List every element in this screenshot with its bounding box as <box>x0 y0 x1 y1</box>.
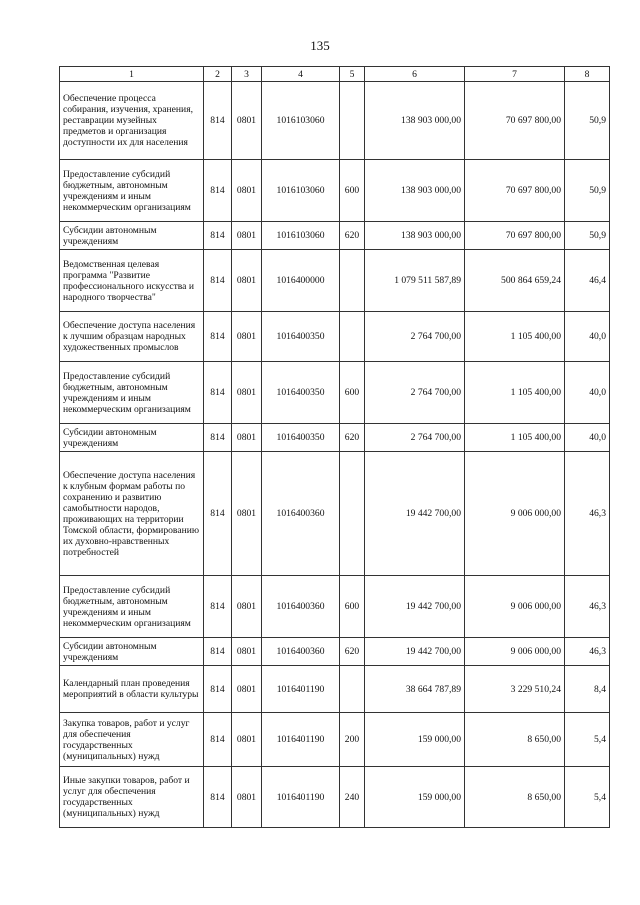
cell-target-article: 1016400350 <box>262 424 340 452</box>
cell-ministry-code: 814 <box>204 576 232 638</box>
cell-section-code: 0801 <box>232 250 262 312</box>
cell-section-code: 0801 <box>232 576 262 638</box>
cell-percent: 40,0 <box>565 312 610 362</box>
cell-target-article: 1016103060 <box>262 160 340 222</box>
cell-section-code: 0801 <box>232 362 262 424</box>
cell-section-code: 0801 <box>232 452 262 576</box>
cell-ministry-code: 814 <box>204 362 232 424</box>
column-header: 6 <box>365 67 465 82</box>
cell-ministry-code: 814 <box>204 250 232 312</box>
cell-ministry-code: 814 <box>204 638 232 666</box>
cell-target-article: 1016401190 <box>262 666 340 713</box>
cell-name: Предоставление субсидий бюджетным, автономным учреждениям и иным некоммерческим организациям <box>60 362 204 424</box>
cell-section-code: 0801 <box>232 638 262 666</box>
cell-expense-type <box>340 312 365 362</box>
cell-target-article: 1016401190 <box>262 767 340 828</box>
table-row <box>60 452 610 576</box>
cell-target-article: 1016103060 <box>262 222 340 250</box>
cell-name: Иные закупки товаров, работ и услуг для обеспечения государственных (муниципальных) нужд <box>60 767 204 828</box>
cell-expense-type: 620 <box>340 638 365 666</box>
cell-expense-type: 240 <box>340 767 365 828</box>
header-row <box>60 67 610 82</box>
cell-name: Календарный план проведения мероприятий в области культуры <box>60 666 204 713</box>
column-header: 1 <box>60 67 204 82</box>
cell-ministry-code: 814 <box>204 666 232 713</box>
cell-ministry-code: 814 <box>204 713 232 767</box>
cell-executed-amount: 9 006 000,00 <box>465 452 565 576</box>
cell-executed-amount: 70 697 800,00 <box>465 160 565 222</box>
cell-executed-amount: 70 697 800,00 <box>465 82 565 160</box>
cell-expense-type <box>340 666 365 713</box>
table-row <box>60 424 610 452</box>
table-row <box>60 576 610 638</box>
cell-approved-amount: 38 664 787,89 <box>365 666 465 713</box>
cell-percent: 40,0 <box>565 424 610 452</box>
cell-percent: 5,4 <box>565 713 610 767</box>
cell-approved-amount: 138 903 000,00 <box>365 222 465 250</box>
cell-approved-amount: 2 764 700,00 <box>365 362 465 424</box>
cell-name: Субсидии автономным учреждениям <box>60 222 204 250</box>
cell-ministry-code: 814 <box>204 767 232 828</box>
cell-executed-amount: 8 650,00 <box>465 767 565 828</box>
cell-ministry-code: 814 <box>204 312 232 362</box>
cell-percent: 46,3 <box>565 452 610 576</box>
cell-percent: 46,4 <box>565 250 610 312</box>
cell-expense-type <box>340 250 365 312</box>
column-header: 8 <box>565 67 610 82</box>
cell-name: Закупка товаров, работ и услуг для обеспечения государственных (муниципальных) нужд <box>60 713 204 767</box>
table-row <box>60 362 610 424</box>
cell-executed-amount: 500 864 659,24 <box>465 250 565 312</box>
cell-name: Ведомственная целевая программа "Развитие профессионального искусства и народного творчества" <box>60 250 204 312</box>
cell-approved-amount: 138 903 000,00 <box>365 160 465 222</box>
cell-ministry-code: 814 <box>204 452 232 576</box>
cell-target-article: 1016400350 <box>262 312 340 362</box>
cell-percent: 50,9 <box>565 82 610 160</box>
cell-percent: 50,9 <box>565 222 610 250</box>
cell-approved-amount: 2 764 700,00 <box>365 424 465 452</box>
cell-expense-type: 620 <box>340 424 365 452</box>
cell-percent: 46,3 <box>565 576 610 638</box>
cell-ministry-code: 814 <box>204 82 232 160</box>
cell-executed-amount: 1 105 400,00 <box>465 424 565 452</box>
cell-ministry-code: 814 <box>204 424 232 452</box>
table-row <box>60 250 610 312</box>
table-row <box>60 222 610 250</box>
cell-expense-type <box>340 82 365 160</box>
cell-executed-amount: 8 650,00 <box>465 713 565 767</box>
table-row <box>60 312 610 362</box>
cell-expense-type: 600 <box>340 576 365 638</box>
cell-section-code: 0801 <box>232 222 262 250</box>
cell-target-article: 1016400360 <box>262 576 340 638</box>
column-header: 3 <box>232 67 262 82</box>
cell-expense-type: 600 <box>340 362 365 424</box>
cell-ministry-code: 814 <box>204 160 232 222</box>
table-row <box>60 82 610 160</box>
cell-executed-amount: 3 229 510,24 <box>465 666 565 713</box>
cell-section-code: 0801 <box>232 713 262 767</box>
column-header: 2 <box>204 67 232 82</box>
cell-section-code: 0801 <box>232 424 262 452</box>
cell-target-article: 1016400360 <box>262 638 340 666</box>
cell-percent: 40,0 <box>565 362 610 424</box>
cell-executed-amount: 70 697 800,00 <box>465 222 565 250</box>
cell-target-article: 1016103060 <box>262 82 340 160</box>
cell-percent: 5,4 <box>565 767 610 828</box>
cell-expense-type: 620 <box>340 222 365 250</box>
cell-target-article: 1016400000 <box>262 250 340 312</box>
cell-executed-amount: 9 006 000,00 <box>465 576 565 638</box>
column-header: 4 <box>262 67 340 82</box>
cell-expense-type: 600 <box>340 160 365 222</box>
cell-expense-type <box>340 452 365 576</box>
cell-approved-amount: 138 903 000,00 <box>365 82 465 160</box>
cell-name: Обеспечение процесса собирания, изучения, хранения, реставрации музейных предметов и организация доступности их для населения <box>60 82 204 160</box>
cell-ministry-code: 814 <box>204 222 232 250</box>
cell-name: Предоставление субсидий бюджетным, автономным учреждениям и иным некоммерческим организациям <box>60 576 204 638</box>
cell-name: Предоставление субсидий бюджетным, автономным учреждениям и иным некоммерческим организациям <box>60 160 204 222</box>
table-row <box>60 160 610 222</box>
cell-percent: 50,9 <box>565 160 610 222</box>
cell-executed-amount: 9 006 000,00 <box>465 638 565 666</box>
cell-percent: 46,3 <box>565 638 610 666</box>
cell-approved-amount: 19 442 700,00 <box>365 638 465 666</box>
cell-name: Субсидии автономным учреждениям <box>60 424 204 452</box>
cell-executed-amount: 1 105 400,00 <box>465 312 565 362</box>
cell-approved-amount: 19 442 700,00 <box>365 452 465 576</box>
cell-name: Обеспечение доступа населения к лучшим образцам народных художественных промыслов <box>60 312 204 362</box>
cell-approved-amount: 159 000,00 <box>365 713 465 767</box>
column-header: 5 <box>340 67 365 82</box>
cell-section-code: 0801 <box>232 82 262 160</box>
cell-name: Обеспечение доступа населения к клубным формам работы по сохранению и развитию самобытности народов, проживающих на территории Томской области, формированию их духовно-нравственных потребностей <box>60 452 204 576</box>
cell-target-article: 1016401190 <box>262 713 340 767</box>
cell-percent: 8,4 <box>565 666 610 713</box>
cell-section-code: 0801 <box>232 767 262 828</box>
cell-approved-amount: 19 442 700,00 <box>365 576 465 638</box>
cell-approved-amount: 159 000,00 <box>365 767 465 828</box>
cell-expense-type: 200 <box>340 713 365 767</box>
table-row <box>60 767 610 828</box>
cell-name: Субсидии автономным учреждениям <box>60 638 204 666</box>
column-header: 7 <box>465 67 565 82</box>
cell-approved-amount: 1 079 511 587,89 <box>365 250 465 312</box>
cell-approved-amount: 2 764 700,00 <box>365 312 465 362</box>
page-number: 135 <box>310 38 330 53</box>
table-row <box>60 713 610 767</box>
cell-target-article: 1016400360 <box>262 452 340 576</box>
cell-section-code: 0801 <box>232 160 262 222</box>
cell-executed-amount: 1 105 400,00 <box>465 362 565 424</box>
cell-target-article: 1016400350 <box>262 362 340 424</box>
cell-section-code: 0801 <box>232 312 262 362</box>
cell-section-code: 0801 <box>232 666 262 713</box>
budget-table <box>59 66 610 828</box>
table-row <box>60 666 610 713</box>
table-row <box>60 638 610 666</box>
